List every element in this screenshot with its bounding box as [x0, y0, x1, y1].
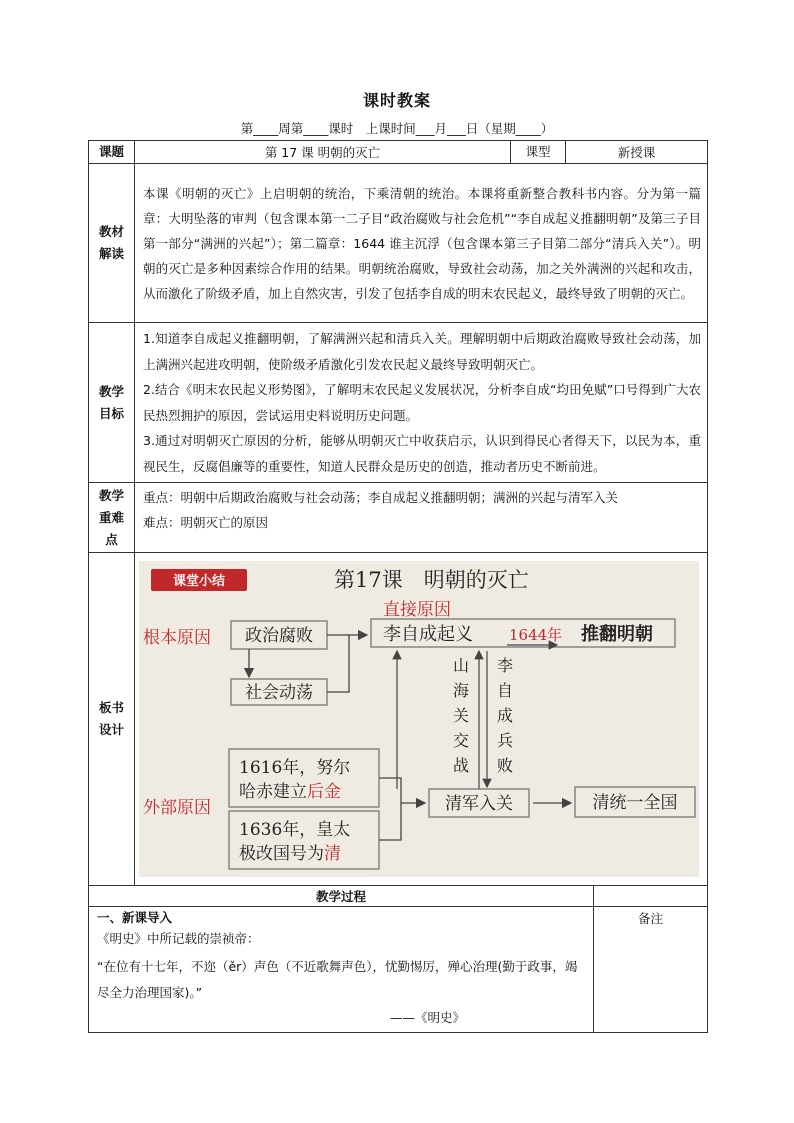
teaching-process-table: [88, 885, 708, 1033]
vertical-char: 海: [452, 681, 470, 700]
remark-column: 备注: [594, 907, 708, 1033]
topic-value: 第 17 课 明朝的灭亡: [135, 141, 511, 164]
quote-text: “在位有十七年，不迩（ěr）声色（不近歌舞声色），忧勤惕厉，殚心治理(勤于政事，竭尽全力治理国家)。”: [97, 959, 578, 1000]
politics-text: 政治腐败: [245, 626, 313, 646]
topic-label: 课题: [89, 141, 135, 164]
difficult-point: 难点：明朝灭亡的原因: [143, 515, 269, 530]
schedule-line: 第____周第____课时 上课时间___月___日（星期____）: [240, 121, 554, 136]
intro-title: 一、新课导入: [97, 910, 173, 925]
intro-line: 《明史》中所记载的崇祯帝：: [97, 931, 260, 946]
goal-item: 3.通过对明朝灭亡原因的分析，能够从明朝灭亡中收获启示，认识到得民心者得天下，以民为本，重视民生，反腐倡廉等的重要性，知道人民群众是历史的创造，推动者历史不断前进。: [143, 433, 701, 474]
lesson-plan-table: [88, 140, 708, 886]
summary-badge-text: 课堂小结: [172, 574, 226, 589]
uprising-text: 李自成起义: [383, 624, 473, 645]
shanhaiguan-battle: [453, 656, 469, 775]
type-value: 新授课: [566, 141, 708, 164]
vertical-char: 山: [452, 656, 470, 675]
event-1636-line1: 1636年，皇太: [239, 820, 351, 840]
society-text: 社会动荡: [245, 683, 313, 703]
vertical-char: 李: [496, 656, 514, 675]
board-heading: 第17课 明朝的灭亡: [334, 568, 529, 592]
board-label: 板书设计: [89, 553, 135, 886]
lizicheng-defeat: [497, 656, 513, 775]
goal-item: 2.结合《明末农民起义形势图》，了解明末农民起义发展状况，分析李自成“均田免赋”口号得到广大农民热烈拥护的原因，尝试运用史料说明历史问题。: [143, 382, 701, 423]
board-diagram: [139, 561, 699, 877]
vertical-char: 败: [496, 756, 514, 775]
unify-text: 清统一全国: [592, 793, 678, 813]
vertical-char: 成: [496, 706, 514, 725]
external-cause-label: 外部原因: [143, 798, 211, 818]
vertical-char: 战: [452, 756, 470, 775]
root-cause-label: 根本原因: [143, 628, 211, 648]
event-1616-line2: 哈赤建立后金: [239, 782, 341, 802]
quote-source: ——《明史》: [389, 1010, 465, 1025]
type-label: 课型: [511, 141, 566, 164]
process-content: [89, 907, 594, 1033]
document-title: 课时教案: [362, 91, 431, 110]
goal-item: 1.知道李自成起义推翻明朝，了解满洲兴起和清兵入关。理解明朝中后期政治腐败导致社会动荡，加上满洲兴起进攻明朝，使阶级矛盾激化引发农民起义最终导致明朝灭亡。: [143, 331, 701, 372]
textbook-analysis: 本课《明朝的灭亡》上启明朝的统治，下乘清朝的统治。本课将重新整合教科书内容。分为第一篇章：大明坠落的审判（包含课本第一二子目“政治腐败与社会危机”“李自成起义推翻明朝”及第三子目第一部分“满洲的兴起”）；第二篇章：1644 谁主沉浮（包含课本第三子目第二部分“清兵入关”）。明朝的灭亡是多种因素综合作用的结果。明朝统治腐败，导致社会动荡，加之关外满洲的兴起和攻击，从而激化了阶级矛盾，加上自然灾害，引发了包括李自成的明末农民起义，最终导致了明朝的灭亡。: [135, 164, 708, 323]
goals-label: 教学目标: [89, 323, 135, 483]
teaching-goals: [135, 323, 708, 483]
textbook-label: 教材解读: [89, 164, 135, 323]
process-header: 教学过程: [89, 886, 594, 907]
process-header-blank: [594, 886, 708, 907]
event-1616-line1: 1616年，努尔: [239, 758, 351, 778]
event-1636-line2: 极改国号为清: [239, 844, 341, 864]
vertical-char: 交: [452, 731, 470, 750]
direct-cause-label: 直接原因: [383, 600, 451, 620]
year-1644: 1644年: [509, 626, 563, 644]
key-difficult-points: [135, 483, 708, 553]
vertical-char: 关: [452, 706, 470, 725]
keypoints-label: 教学重难点: [89, 483, 135, 553]
board-design: [135, 553, 708, 886]
key-point: 重点：明朝中后期政治腐败与社会动荡；李自成起义推翻明朝；满洲的兴起与清军入关: [143, 490, 619, 505]
vertical-char: 兵: [496, 731, 514, 750]
qing-entry-text: 清军入关: [445, 794, 513, 814]
vertical-char: 自: [496, 681, 514, 700]
overthrow-text: 推翻明朝: [581, 624, 653, 645]
